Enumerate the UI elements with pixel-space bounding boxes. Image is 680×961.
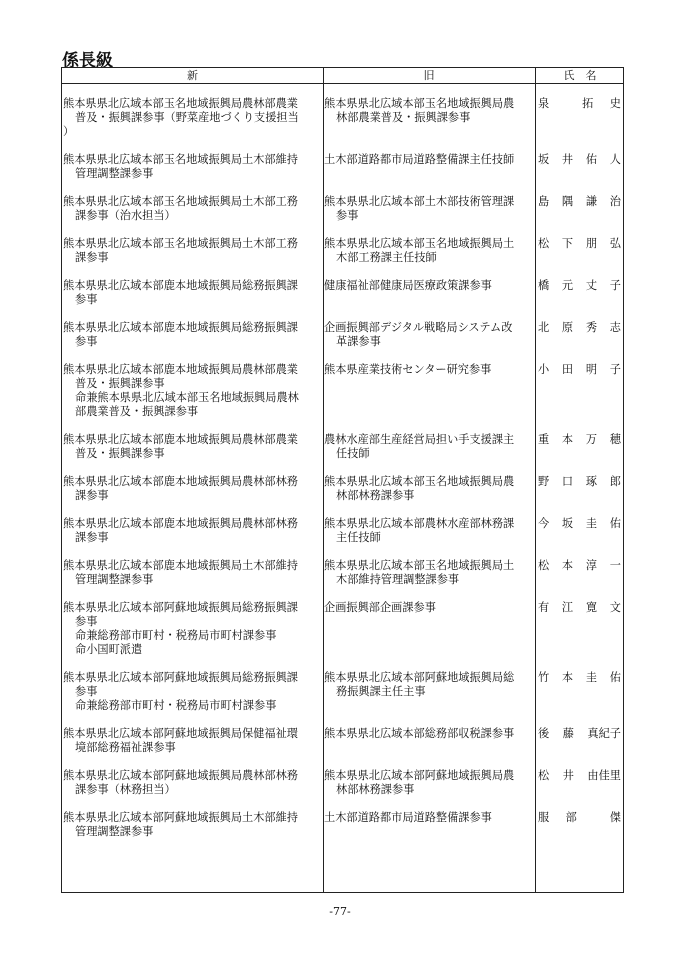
cell-old <box>323 153 535 195</box>
cell-new <box>62 727 323 769</box>
name-char: 今 <box>538 517 550 530</box>
name-char: 志 <box>609 321 621 334</box>
name-char: 藤 <box>562 727 574 740</box>
new-line: 課参事（治水担当） <box>75 209 176 222</box>
name-char: 小 <box>538 363 550 376</box>
name-char: 元 <box>561 279 574 292</box>
new-line: 熊本県県北広域本部阿蘇地域振興局土木部維持 <box>63 811 298 824</box>
new-line: 課参事 <box>75 489 109 502</box>
cell-name <box>535 195 625 237</box>
new-line: 熊本県県北広域本部鹿本地域振興局農林部林務 <box>63 475 298 488</box>
name-char: 隅 <box>561 195 574 208</box>
table-row <box>62 153 623 195</box>
new-line: 命兼熊本県県北広域本部玉名地域振興局農林 <box>75 391 299 404</box>
name-char: 松 <box>538 769 550 782</box>
cell-name <box>535 97 625 153</box>
new-line: 命兼総務部市町村・税務局市町村課参事 <box>75 629 277 642</box>
name-char: 重 <box>538 433 550 446</box>
cell-name <box>535 559 625 601</box>
name-char: 佑 <box>609 517 621 530</box>
name-char: 部 <box>565 811 577 824</box>
cell-old <box>323 811 535 867</box>
new-line: 課参事 <box>75 251 109 264</box>
table-row <box>62 727 623 769</box>
name-char: 原 <box>561 321 574 334</box>
new-line: 課参事 <box>75 531 109 544</box>
cell-old <box>323 671 535 727</box>
new-line: 境部総務福祉課参事 <box>75 741 176 754</box>
new-line: 参事 <box>75 335 98 348</box>
new-line: 普及・振興課参事（野菜産地づくり支援担当 <box>75 111 299 124</box>
section-title: 係長級 <box>62 51 113 71</box>
name-char: 文 <box>609 601 621 614</box>
name-char: 穂 <box>609 433 621 446</box>
cell-new <box>62 769 323 811</box>
old-line: 熊本県県北広域本部玉名地域振興局農 <box>324 475 515 488</box>
name-char: 寛 <box>585 601 598 614</box>
cell-old <box>323 321 535 363</box>
name-char: 松 <box>538 237 550 250</box>
table-row <box>62 601 623 671</box>
name-char: 弘 <box>609 237 621 250</box>
name-char: 明 <box>585 363 598 376</box>
old-line: 参事 <box>336 209 359 222</box>
new-line: 熊本県県北広域本部鹿本地域振興局総務振興課 <box>63 321 298 334</box>
table-body <box>62 97 623 867</box>
cell-new <box>62 559 323 601</box>
cell-new <box>62 237 323 279</box>
header-name: 氏 名 <box>563 69 597 82</box>
name-char: 拓 <box>582 97 594 110</box>
name-char: 傑 <box>609 811 621 824</box>
name-char: 北 <box>538 321 550 334</box>
old-line: 熊本県県北広域本部阿蘇地域振興局農 <box>324 769 515 782</box>
table-row <box>62 475 623 517</box>
name-char: 人 <box>609 153 621 166</box>
cell-old <box>323 97 535 153</box>
old-line: 熊本県県北広域本部玉名地域振興局土 <box>324 237 515 250</box>
name-char: 謙 <box>585 195 598 208</box>
name-char: 坂 <box>538 153 550 166</box>
name-char: 圭 <box>585 671 598 684</box>
name-char: 松 <box>538 559 550 572</box>
old-line: 熊本県県北広域本部玉名地域振興局農 <box>324 97 515 110</box>
table-row <box>62 671 623 727</box>
name-char: 朋 <box>585 237 598 250</box>
new-line: ） <box>63 125 75 138</box>
new-line: 普及・振興課参事 <box>75 447 165 460</box>
table-row <box>62 363 623 433</box>
name-char: 本 <box>561 559 574 572</box>
cell-name <box>535 153 625 195</box>
name-char: 万 <box>585 433 598 446</box>
cell-new <box>62 671 323 727</box>
new-line: 熊本県県北広域本部鹿本地域振興局農林部農業 <box>63 363 298 376</box>
cell-new <box>62 475 323 517</box>
table-row <box>62 237 623 279</box>
cell-old <box>323 517 535 559</box>
old-line: 熊本県県北広域本部土木部技術管理課 <box>324 195 515 208</box>
cell-name <box>535 475 625 517</box>
name-char: 佑 <box>609 671 621 684</box>
new-line: 熊本県県北広域本部玉名地域振興局土木部工務 <box>63 195 298 208</box>
old-line: 務振興課主任主事 <box>336 685 426 698</box>
table-row <box>62 97 623 153</box>
table-row <box>62 279 623 321</box>
new-line: 部農業普及・振興課参事 <box>75 405 199 418</box>
cell-name <box>535 769 625 811</box>
table-row <box>62 769 623 811</box>
name-char: 坂 <box>561 517 574 530</box>
name-char: 一 <box>609 559 621 572</box>
header-divider <box>62 83 623 84</box>
name-char: 本 <box>561 671 574 684</box>
old-line: 木部維持管理調整課参事 <box>336 573 460 586</box>
new-line: 熊本県県北広域本部玉名地域振興局土木部維持 <box>63 153 298 166</box>
old-line: 木部工務課主任技師 <box>336 251 437 264</box>
cell-name <box>535 517 625 559</box>
cell-old <box>323 559 535 601</box>
name-char: 後 <box>538 727 550 740</box>
table-row <box>62 517 623 559</box>
cell-new <box>62 195 323 237</box>
cell-new <box>62 601 323 671</box>
table-row <box>62 433 623 475</box>
name-char: 真紀子 <box>587 727 621 740</box>
new-line: 参事 <box>75 685 98 698</box>
old-line: 林部林務課参事 <box>336 489 415 502</box>
cell-new <box>62 363 323 433</box>
cell-name <box>535 601 625 671</box>
new-line: 課参事（林務担当） <box>75 783 176 796</box>
cell-name <box>535 363 625 433</box>
name-char: 服 <box>538 811 550 824</box>
old-line: 熊本県県北広域本部阿蘇地域振興局総 <box>324 671 515 684</box>
new-line: 熊本県県北広域本部鹿本地域振興局農林部林務 <box>63 517 298 530</box>
old-line: 農林水産部生産経営局担い手支援課主 <box>324 433 515 446</box>
new-line: 管理調整課参事 <box>75 825 154 838</box>
new-line: 熊本県県北広域本部玉名地域振興局土木部工務 <box>63 237 298 250</box>
cell-new <box>62 321 323 363</box>
cell-old <box>323 363 535 433</box>
table-row <box>62 811 623 867</box>
table-row <box>62 195 623 237</box>
new-line: 熊本県県北広域本部鹿本地域振興局土木部維持 <box>63 559 298 572</box>
page-number: -77- <box>329 905 351 918</box>
name-char: 淳 <box>585 559 598 572</box>
old-line: 健康福祉部健康局医療政策課参事 <box>324 279 492 292</box>
new-line: 熊本県県北広域本部阿蘇地域振興局農林部林務 <box>63 769 298 782</box>
cell-name <box>535 237 625 279</box>
name-char: 圭 <box>585 517 598 530</box>
cell-old <box>323 433 535 475</box>
name-char: 丈 <box>585 279 598 292</box>
old-line: 土木部道路都市局道路整備課主任技師 <box>324 153 515 166</box>
old-line: 企画振興部企画課参事 <box>324 601 436 614</box>
old-line: 熊本県県北広域本部玉名地域振興局土 <box>324 559 515 572</box>
old-line: 任技師 <box>336 447 370 460</box>
cell-new <box>62 811 323 867</box>
table-row <box>62 559 623 601</box>
name-char: 田 <box>561 363 574 376</box>
name-char: 野 <box>538 475 550 488</box>
name-char: 本 <box>561 433 574 446</box>
cell-new <box>62 517 323 559</box>
name-char: 井 <box>562 769 574 782</box>
name-char: 橋 <box>538 279 550 292</box>
new-line: 熊本県県北広域本部阿蘇地域振興局保健福祉環 <box>63 727 298 740</box>
new-line: 熊本県県北広域本部阿蘇地域振興局総務振興課 <box>63 671 298 684</box>
cell-old <box>323 279 535 321</box>
name-char: 由佳里 <box>587 769 621 782</box>
cell-name <box>535 727 625 769</box>
name-char: 竹 <box>538 671 550 684</box>
new-line: 管理調整課参事 <box>75 167 154 180</box>
new-line: 参事 <box>75 293 98 306</box>
old-line: 企画振興部デジタル戦略局システム改 <box>324 321 513 334</box>
old-line: 熊本県県北広域本部農林水産部林務課 <box>324 517 515 530</box>
new-line: 普及・振興課参事 <box>75 377 165 390</box>
new-line: 熊本県県北広域本部玉名地域振興局農林部農業 <box>63 97 298 110</box>
new-line: 熊本県県北広域本部鹿本地域振興局農林部農業 <box>63 433 298 446</box>
new-line: 管理調整課参事 <box>75 573 154 586</box>
new-line: 命小国町派遣 <box>75 643 143 656</box>
cell-new <box>62 279 323 321</box>
cell-new <box>62 433 323 475</box>
cell-old <box>323 195 535 237</box>
name-char: 口 <box>561 475 574 488</box>
cell-old <box>323 237 535 279</box>
new-line: 参事 <box>75 615 98 628</box>
cell-old <box>323 601 535 671</box>
name-char: 下 <box>561 237 574 250</box>
name-char: 秀 <box>585 321 598 334</box>
name-char: 井 <box>561 153 574 166</box>
new-line: 命兼総務部市町村・税務局市町村課参事 <box>75 699 277 712</box>
name-char: 江 <box>561 601 574 614</box>
table-row <box>62 321 623 363</box>
cell-new <box>62 97 323 153</box>
new-line: 熊本県県北広域本部阿蘇地域振興局総務振興課 <box>63 601 298 614</box>
cell-name <box>535 811 625 867</box>
cell-old <box>323 769 535 811</box>
new-line: 熊本県県北広域本部鹿本地域振興局総務振興課 <box>63 279 298 292</box>
cell-name <box>535 279 625 321</box>
header-old: 旧 <box>423 69 435 82</box>
cell-new <box>62 153 323 195</box>
old-line: 林部林務課参事 <box>336 783 415 796</box>
old-line: 熊本県産業技術センター研究参事 <box>324 363 492 376</box>
name-char: 郎 <box>609 475 621 488</box>
cell-name <box>535 671 625 727</box>
cell-name <box>535 433 625 475</box>
cell-old <box>323 475 535 517</box>
personnel-table <box>61 67 624 893</box>
cell-name <box>535 321 625 363</box>
name-char: 治 <box>609 195 621 208</box>
name-char: 佑 <box>585 153 598 166</box>
old-line: 熊本県県北広域本部総務部収税課参事 <box>324 727 515 740</box>
name-char: 子 <box>609 363 621 376</box>
cell-old <box>323 727 535 769</box>
header-new: 新 <box>187 69 198 82</box>
name-char: 琢 <box>585 475 598 488</box>
old-line: 林部農業普及・振興課参事 <box>336 111 471 124</box>
name-char: 子 <box>609 279 621 292</box>
name-char: 島 <box>538 195 550 208</box>
old-line: 主任技師 <box>336 531 381 544</box>
name-char: 泉 <box>538 97 550 110</box>
old-line: 革課参事 <box>336 335 381 348</box>
name-char: 史 <box>609 97 621 110</box>
name-char: 有 <box>538 601 550 614</box>
old-line: 土木部道路都市局道路整備課参事 <box>324 811 492 824</box>
